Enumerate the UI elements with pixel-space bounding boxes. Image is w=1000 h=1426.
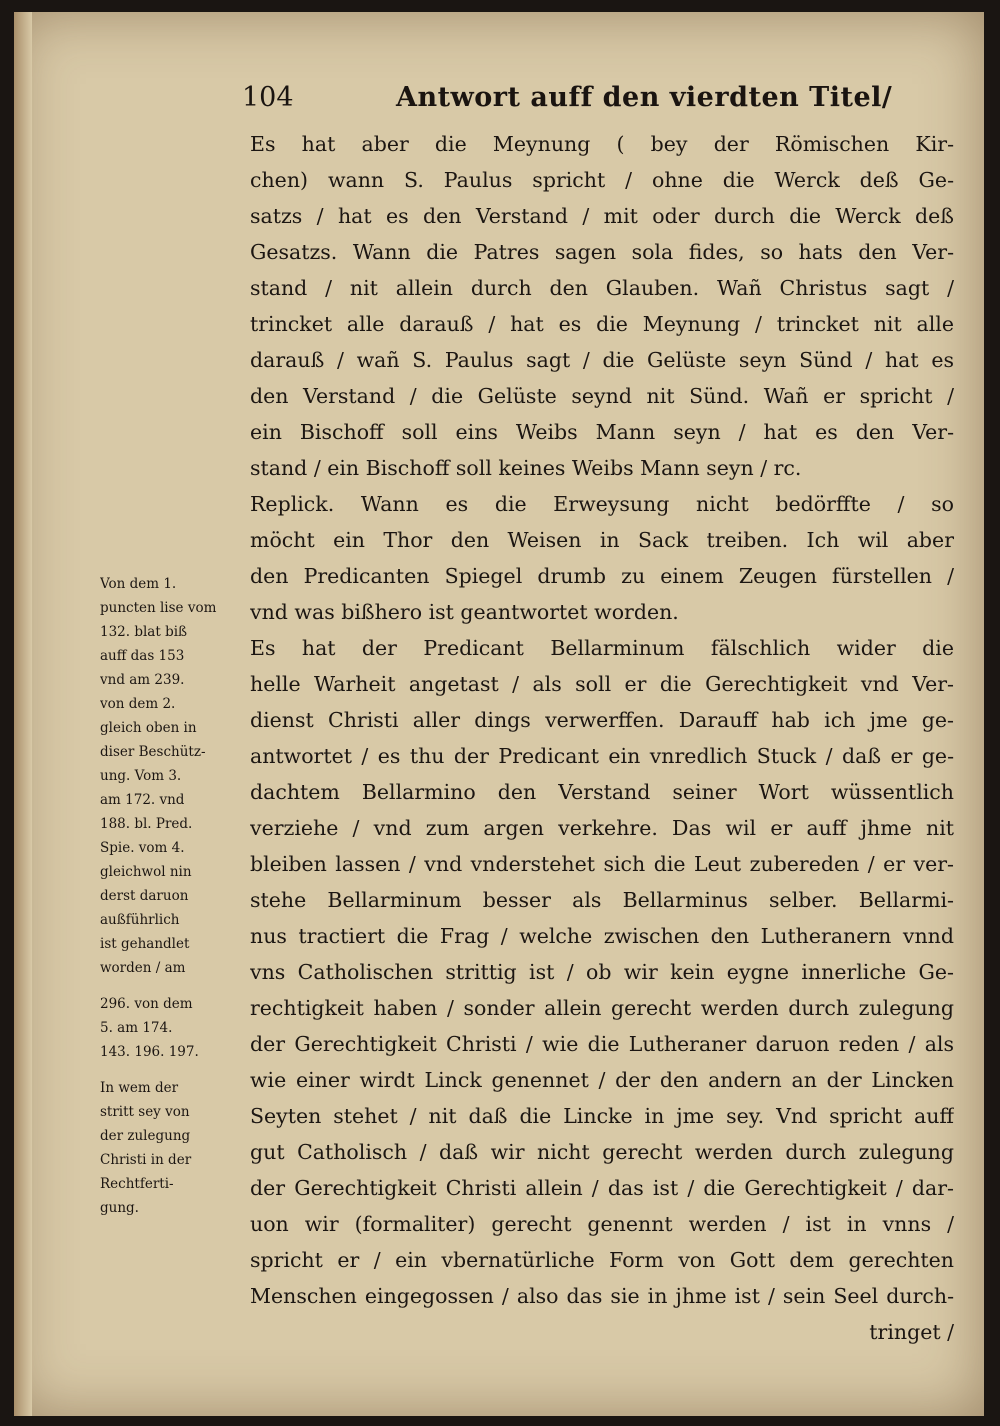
text-line: nus tractiert die Frag / welche zwischen den Lutheranern vnnd — [250, 924, 954, 948]
margin-note-line: Spie. vom 4. — [100, 840, 185, 856]
text-line: trincket alle darauß / hat es die Meynung / trincket nit alle — [250, 312, 954, 336]
margin-note-line: Christi in der — [100, 1152, 192, 1168]
margin-note-line: von dem 2. — [100, 696, 176, 712]
margin-note-line: Rechtferti- — [100, 1176, 174, 1192]
text-line: uon wir (formaliter) gerecht genennt werden / ist in vnns / — [250, 1212, 954, 1236]
text-line: Menschen eingegossen / also das sie in jhme ist / sein Seel durch- — [250, 1284, 954, 1308]
text-line: den Predicanten Spiegel drumb zu einem Zeugen fürstellen / — [250, 564, 954, 588]
text-line: dachtem Bellarmino den Verstand seiner Wort wüssentlich — [250, 780, 954, 804]
margin-note-line: 143. 196. 197. — [100, 1044, 199, 1060]
text-line: Replick. Wann es die Erweysung nicht bedörffte / so — [250, 492, 954, 516]
text-line: vns Catholischen strittig ist / ob wir kein eygne innerliche Ge- — [250, 960, 954, 984]
text-line: satzs / hat es den Verstand / mit oder durch die Werck deß — [250, 204, 954, 228]
text-line: Es hat aber die Meynung ( bey der Römischen Kir- — [250, 132, 954, 156]
text-line: darauß / wañ S. Paulus sagt / die Gelüste seyn Sünd / hat es — [250, 348, 954, 372]
margin-note-line: gung. — [100, 1200, 139, 1216]
running-head: Antwort auff den vierdten Titel/ — [396, 82, 893, 113]
catchword-line: tringet / — [869, 1320, 954, 1344]
text-line: helle Warheit angetast / als soll er die Gerechtigkeit vnd Ver- — [250, 672, 954, 696]
margin-note-line: außführlich — [100, 912, 180, 928]
margin-note-line: 188. bl. Pred. — [100, 816, 193, 832]
page-header — [14, 82, 984, 122]
text-line: verziehe / vnd zum argen verkehre. Das wil er auff jhme nit — [250, 816, 954, 840]
margin-note-line: Von dem 1. — [100, 576, 177, 592]
text-line: stand / nit allein durch den Glauben. Wañ Christus sagt / — [250, 276, 954, 300]
text-line: rechtigkeit haben / sonder allein gerecht werden durch zulegung — [250, 996, 954, 1020]
text-line: Gesatzs. Wann die Patres sagen sola fides, so hats den Ver- — [250, 240, 954, 264]
page-binding-shadow — [14, 12, 32, 1416]
margin-note-line: worden / am — [100, 960, 186, 976]
text-line: spricht er / ein vbernatürliche Form von Gott dem gerechten — [250, 1248, 954, 1272]
margin-note-line: am 172. vnd — [100, 792, 185, 808]
text-line: stand / ein Bischoff soll keines Weibs Mann seyn / rc. — [250, 456, 802, 480]
margin-note-line: 296. von dem — [100, 996, 193, 1012]
text-line: ein Bischoff soll eins Weibs Mann seyn / hat es den Ver- — [250, 420, 954, 444]
margin-note-line: stritt sey von — [100, 1104, 190, 1120]
text-line: Es hat der Predicant Bellarminum fälschlich wider die — [250, 636, 954, 660]
margin-note-line: gleichwol nin — [100, 864, 192, 880]
margin-note-line: ist gehandlet — [100, 936, 190, 952]
text-line: chen) wann S. Paulus spricht / ohne die Werck deß Ge- — [250, 168, 954, 192]
text-line: möcht ein Thor den Weisen in Sack treiben. Ich wil aber — [250, 528, 954, 552]
text-line: wie einer wirdt Linck genennet / der den andern an der Lincken — [250, 1068, 954, 1092]
margin-note-line: diser Beschütz- — [100, 744, 206, 760]
text-line: Seyten stehet / nit daß die Lincke in jme sey. Vnd spricht auff — [250, 1104, 954, 1128]
margin-note-line: auff das 153 — [100, 648, 185, 664]
margin-note-line: puncten lise vom — [100, 600, 217, 616]
text-line: der Gerechtigkeit Christi allein / das ist / die Gerechtigkeit / dar- — [250, 1176, 954, 1200]
margin-note-line: der zulegung — [100, 1128, 191, 1144]
margin-note-line: vnd am 239. — [100, 672, 185, 688]
margin-note-line: In wem der — [100, 1080, 179, 1096]
margin-note-line: gleich oben in — [100, 720, 197, 736]
text-line: gut Catholisch / daß wir nicht gerecht werden durch zulegung — [250, 1140, 954, 1164]
margin-note-line: 5. am 174. — [100, 1020, 173, 1036]
text-line: dienst Christi aller dings verwerffen. Darauff hab ich jme ge- — [250, 708, 954, 732]
text-line: der Gerechtigkeit Christi / wie die Lutheraner daruon reden / als — [250, 1032, 954, 1056]
text-line: antwortet / es thu der Predicant ein vnredlich Stuck / daß er ge- — [250, 744, 954, 768]
text-line: bleiben lassen / vnd vnderstehet sich die Leut zubereden / er ver- — [250, 852, 954, 876]
text-line: vnd was bißhero ist geantwortet worden. — [250, 600, 679, 624]
margin-note-line: 132. blat biß — [100, 624, 188, 640]
text-line: stehe Bellarminum besser als Bellarminus selber. Bellarmi- — [250, 888, 954, 912]
page-number: 104 — [242, 82, 294, 113]
margin-note-line: ung. Vom 3. — [100, 768, 182, 784]
text-line: den Verstand / die Gelüste seynd nit Sünd. Wañ er spricht / — [250, 384, 954, 408]
margin-note-line: derst daruon — [100, 888, 189, 904]
book-page — [14, 12, 984, 1416]
